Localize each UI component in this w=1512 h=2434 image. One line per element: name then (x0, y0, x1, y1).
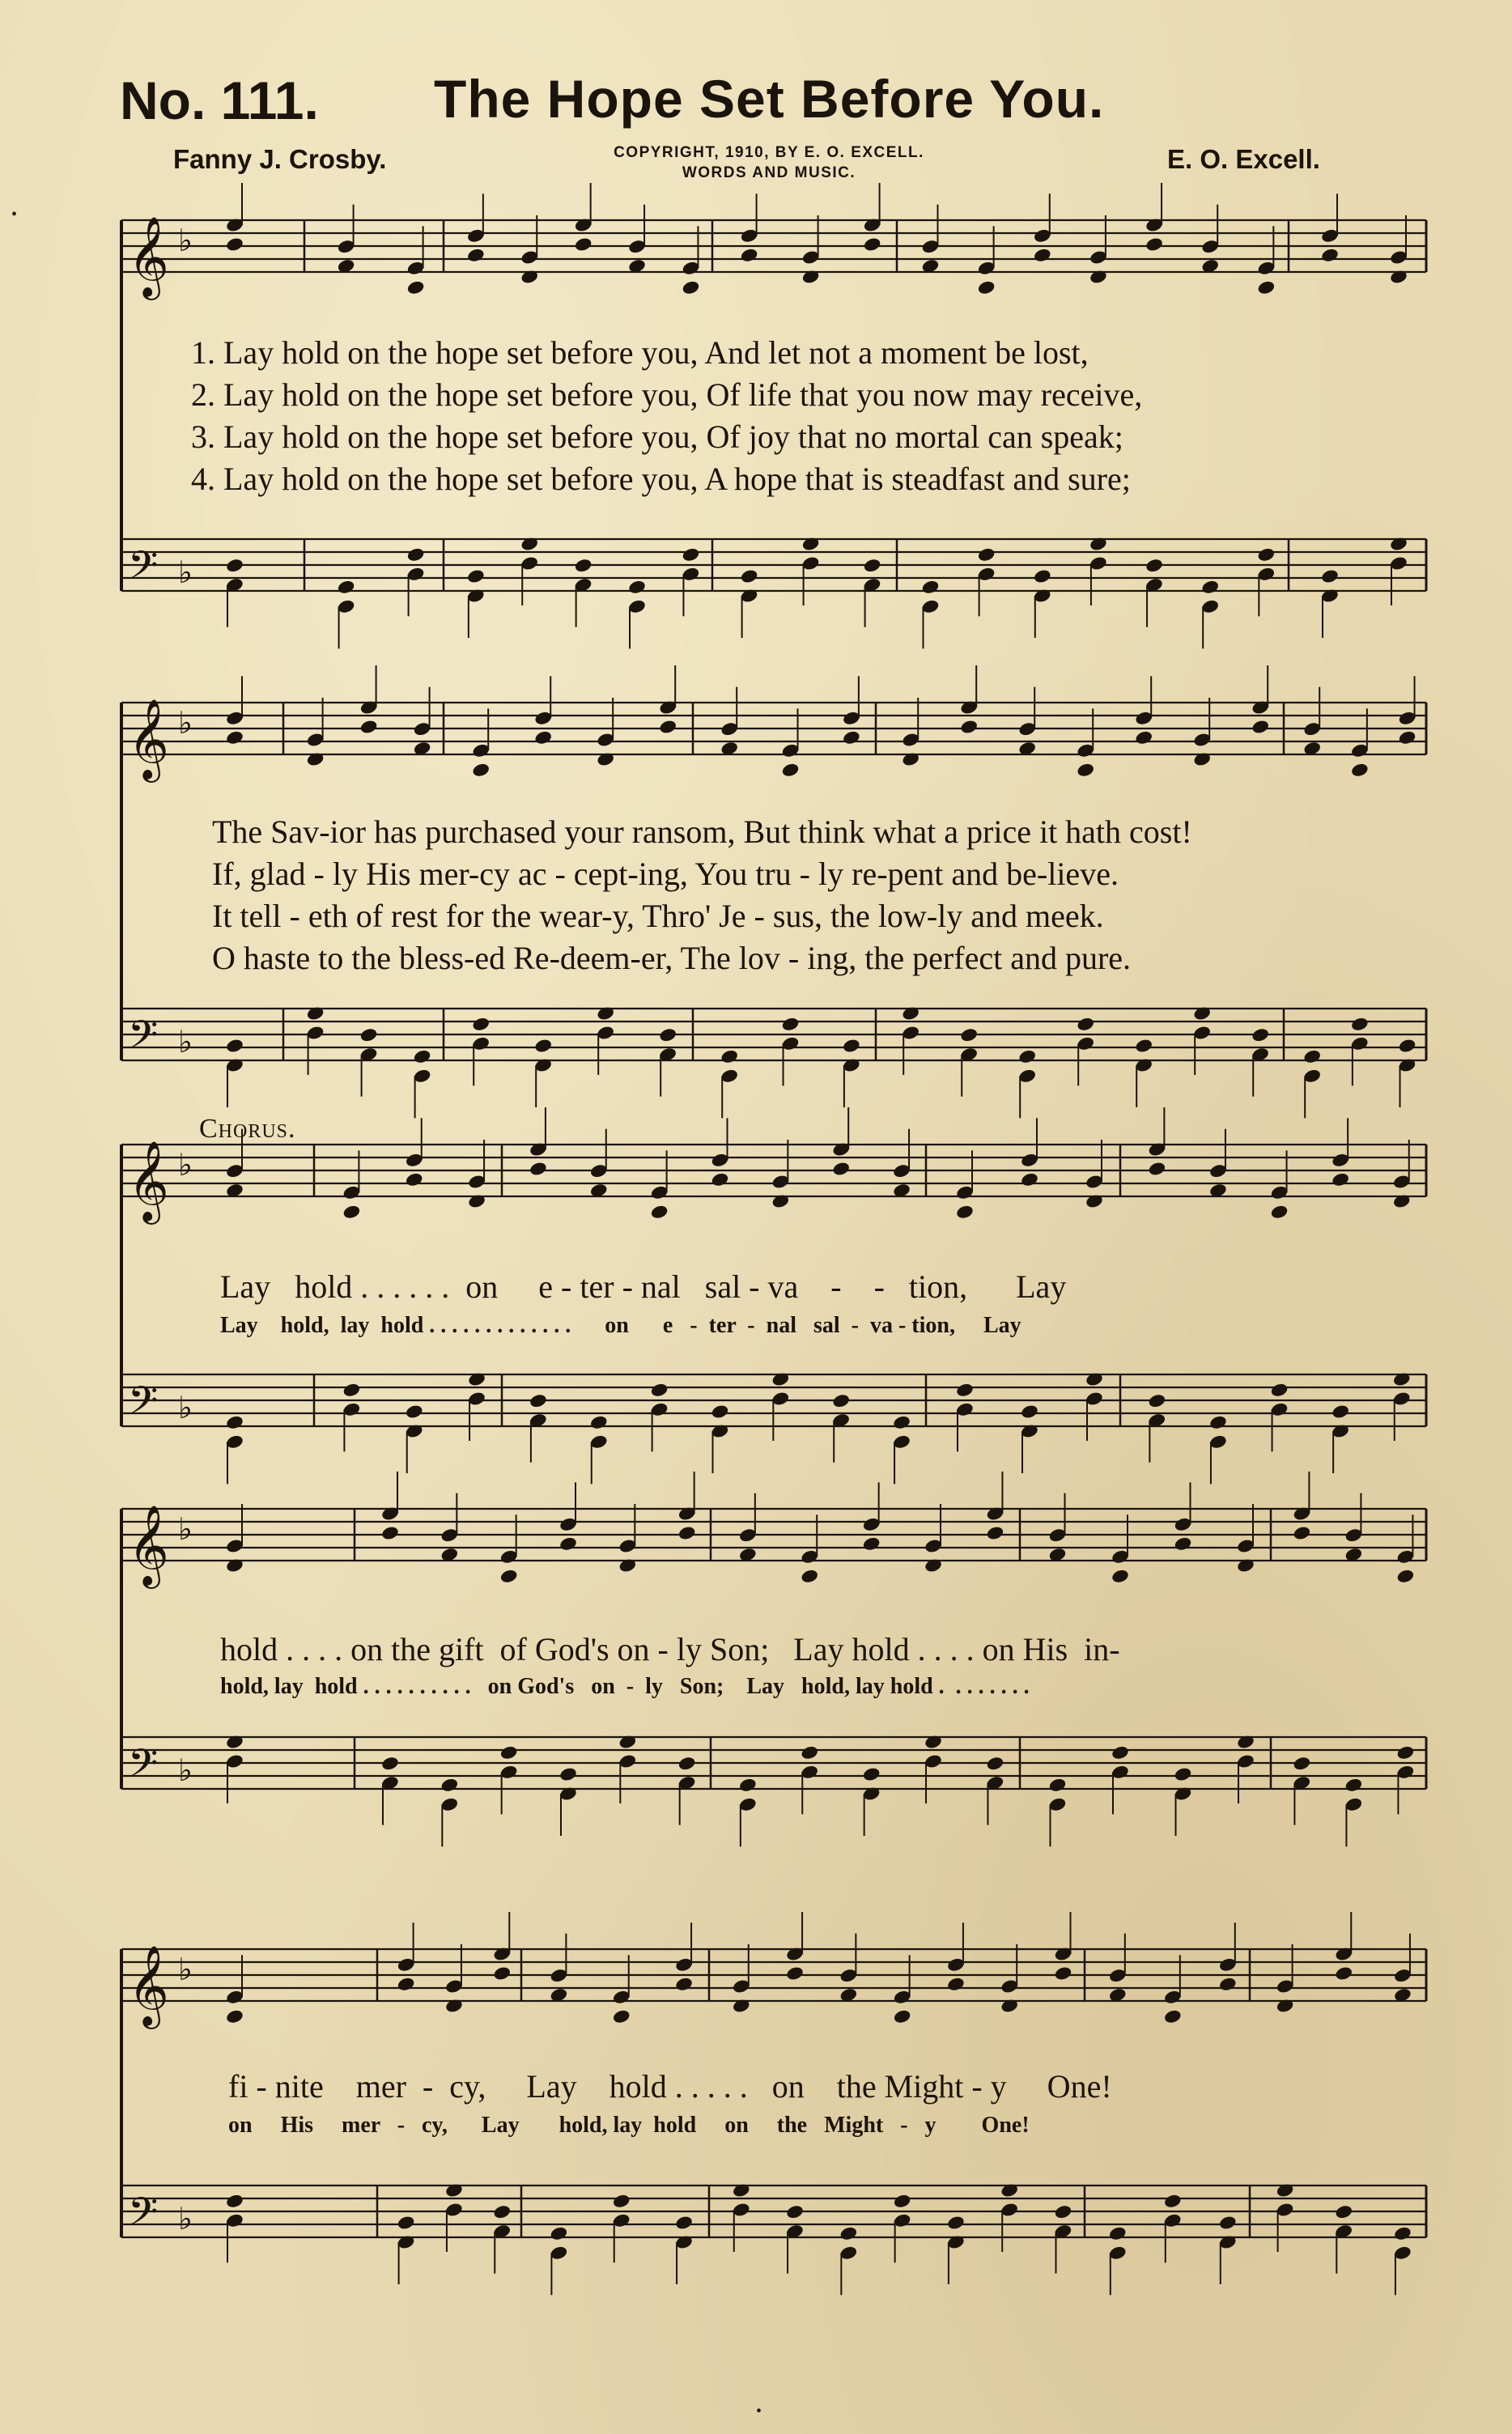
note-head (1334, 1965, 1353, 1982)
note-head (492, 1965, 512, 1982)
note-head (1320, 568, 1340, 584)
key-flat: ♭ (178, 1752, 193, 1788)
note-head (1163, 2193, 1183, 2209)
note-head (682, 279, 701, 295)
note-head (781, 1016, 801, 1032)
key-flat: ♭ (178, 554, 193, 590)
note-head (225, 1038, 244, 1054)
note-head (440, 1777, 460, 1793)
note-head (550, 2225, 569, 2241)
note-head (831, 1161, 851, 1177)
note-head (781, 762, 801, 778)
note-head (1174, 1766, 1193, 1782)
note-head (1396, 1568, 1416, 1584)
note-head (612, 2008, 631, 2024)
note-head (471, 762, 491, 778)
copyright-line-1: COPYRIGHT, 1910, BY E. O. EXCELL. (614, 144, 924, 161)
note-head (1350, 762, 1370, 778)
note-head (225, 2193, 244, 2209)
note-head (977, 546, 996, 563)
note-head (977, 279, 996, 295)
note-head (612, 2193, 631, 2209)
note-head (1350, 1016, 1370, 1032)
note-head (720, 1048, 739, 1064)
note-head (492, 2204, 512, 2220)
note-head (658, 1027, 677, 1043)
note-head (1208, 1414, 1228, 1430)
note-head (1017, 1048, 1037, 1064)
note-head (1111, 1568, 1130, 1584)
note-head (893, 2008, 912, 2024)
note-head (893, 2193, 912, 2209)
note-head (1054, 2204, 1073, 2220)
note-head (785, 2204, 805, 2220)
chorus-label-text: Chorus. (199, 1114, 296, 1144)
key-flat: ♭ (178, 1952, 193, 1987)
note-head (1200, 579, 1220, 595)
note-head (658, 719, 677, 735)
note-head (337, 579, 356, 595)
note-head (1218, 2215, 1238, 2231)
author-credit: Fanny J. Crosby. (173, 144, 387, 174)
note-head (342, 1382, 362, 1398)
note-head (1251, 719, 1270, 735)
note-head (1033, 247, 1052, 263)
note-head (1134, 1038, 1153, 1054)
note-head (1020, 1404, 1039, 1420)
treble-clef: 𝄞 (128, 1945, 169, 2026)
note-head (1174, 1536, 1193, 1552)
note-head (946, 1976, 966, 1992)
note-head (1393, 2225, 1412, 2241)
note-head (674, 2215, 694, 2231)
note-head (677, 1525, 697, 1541)
note-head (1257, 546, 1276, 563)
note-head (589, 1414, 609, 1430)
note-head (471, 1016, 491, 1032)
verse-4-line-b: O haste to the bless-ed Re-deem-er, The lov - ing, the perfect and pure. (212, 940, 1132, 976)
note-head (466, 247, 486, 263)
note-head (533, 729, 553, 745)
verse-2-line-b: If, glad - ly His mer-cy ac - cept-ing, You tru - ly re-pent and be-lieve. (212, 856, 1119, 892)
note-head (225, 236, 244, 253)
note-head (1111, 1744, 1130, 1761)
copyright-line-2: WORDS AND MUSIC. (682, 164, 856, 181)
note-head (986, 1756, 1005, 1772)
note-head (959, 719, 979, 735)
note-head (863, 558, 882, 574)
note-head (559, 1766, 578, 1782)
note-head (466, 568, 486, 584)
bass-clef: 𝄢 (128, 1378, 159, 1433)
note-head (225, 1414, 244, 1430)
treble-clef: 𝄞 (128, 216, 169, 297)
note-head (1076, 1016, 1095, 1032)
note-head (225, 2008, 244, 2024)
bass-clef: 𝄢 (128, 1740, 159, 1795)
key-flat: ♭ (178, 2201, 193, 2236)
note-head (1145, 558, 1164, 574)
note-head (955, 1382, 975, 1398)
verse-1-line-a: 1. Lay hold on the hope set before you, And let not a moment be lost, (191, 334, 1089, 371)
note-head (921, 579, 941, 595)
note-head (674, 1976, 694, 1992)
bass-clef: 𝄢 (128, 2189, 159, 2244)
note-head (1163, 2008, 1183, 2024)
note-head (1054, 1965, 1073, 1982)
note-head (529, 1393, 548, 1409)
note-head (946, 2215, 966, 2231)
note-head (650, 1382, 669, 1398)
note-head (711, 1171, 730, 1187)
note-head (1293, 1525, 1312, 1541)
note-head (842, 729, 861, 745)
note-head (831, 1393, 851, 1409)
bass-clef: 𝄢 (128, 1012, 159, 1067)
note-head (677, 1756, 697, 1772)
chorus-line-3: fi - nite mer - cy, Lay hold . . . . . on the Might - y One! (228, 2068, 1112, 2105)
chorus-line-1-response: Lay hold, lay hold . . . . . . . . . . . . . on e - ter - nal sal - va - tion, Lay (220, 1313, 1021, 1338)
note-head (397, 1976, 416, 1992)
note-head (397, 2215, 416, 2231)
treble-clef: 𝄞 (128, 699, 169, 779)
chorus-line-2: hold . . . . on the gift of God's on - ly Son; Lay hold . . . . on His in- (220, 1631, 1120, 1667)
note-head (413, 1048, 432, 1064)
key-flat: ♭ (178, 1390, 193, 1425)
key-flat: ♭ (178, 1024, 193, 1060)
note-head (1020, 1171, 1039, 1187)
bass-clef: 𝄢 (128, 542, 159, 597)
note-head (499, 1568, 519, 1584)
note-head (1108, 2225, 1128, 2241)
note-head (342, 1204, 362, 1220)
note-head (380, 1525, 400, 1541)
note-head (1148, 1161, 1167, 1177)
note-head (405, 1171, 424, 1187)
note-head (842, 1038, 861, 1054)
note-head (1134, 729, 1153, 745)
note-head (533, 1038, 553, 1054)
note-head (892, 1414, 911, 1430)
note-head (1334, 2204, 1353, 2220)
hymn-number: No. 111. (120, 70, 319, 130)
verse-3-line-b: It tell - eth of rest for the wear-y, Thro' Je - sus, the low-ly and meek. (212, 898, 1104, 934)
note-head (1398, 1038, 1417, 1054)
note-head (1218, 1976, 1238, 1992)
note-head (225, 558, 244, 574)
note-head (740, 247, 759, 263)
note-head (711, 1404, 730, 1420)
chorus-line-3-response: on His mer - cy, Lay hold, lay hold on the Might - y One! (228, 2113, 1030, 2138)
note-head (359, 1027, 379, 1043)
note-head (225, 729, 244, 745)
note-head (1148, 1393, 1167, 1409)
key-flat: ♭ (178, 705, 193, 741)
note-head (1033, 568, 1052, 584)
note-head (1076, 762, 1095, 778)
note-head (1048, 1777, 1068, 1793)
note-head (1331, 1404, 1350, 1420)
note-head (738, 1777, 758, 1793)
note-head (959, 1027, 979, 1043)
note-head (1293, 1756, 1312, 1772)
chorus-line-1: Lay hold . . . . . . on e - ter - nal sal - va - - tion, Lay (220, 1268, 1067, 1305)
note-head (863, 236, 882, 253)
note-head (574, 236, 593, 253)
note-head (740, 568, 759, 584)
key-flat: ♭ (178, 1511, 193, 1547)
note-head (1270, 1382, 1289, 1398)
note-head (405, 1404, 424, 1420)
note-head (955, 1204, 975, 1220)
note-head (650, 1204, 669, 1220)
note-head (559, 1536, 578, 1552)
note-head (862, 1536, 881, 1552)
note-head (627, 579, 647, 595)
note-head (800, 1568, 819, 1584)
note-head (862, 1766, 881, 1782)
note-head (406, 279, 426, 295)
treble-clef: 𝄞 (128, 1141, 169, 1221)
composer-credit: E. O. Excell. (1167, 144, 1320, 174)
note-head (1320, 247, 1340, 263)
key-flat: ♭ (178, 223, 193, 258)
treble-clef: 𝄞 (128, 1505, 169, 1586)
verse-4-line-a: 4. Lay hold on the hope set before you, A hope that is steadfast and sure; (191, 461, 1131, 497)
hymn-title: The Hope Set Before You. (434, 69, 1105, 129)
note-head (1398, 729, 1417, 745)
note-head (359, 719, 379, 735)
page-dot: • (756, 2402, 762, 2420)
chorus-label (199, 1114, 296, 1145)
verse-1-line-b: The Sav-ior has purchased your ransom, But think what a price it hath cost! (212, 813, 1192, 850)
note-head (839, 2225, 859, 2241)
verse-2-line-a: 2. Lay hold on the hope set before you, Of life that you now may receive, (191, 376, 1143, 413)
note-head (499, 1744, 519, 1761)
note-head (1344, 1777, 1364, 1793)
note-head (574, 558, 593, 574)
note-head (1331, 1171, 1350, 1187)
note-head (1396, 1744, 1416, 1761)
note-head (1302, 1048, 1322, 1064)
note-head (529, 1161, 548, 1177)
note-head (1270, 1204, 1289, 1220)
note-head (380, 1756, 400, 1772)
note-head (785, 1965, 805, 1982)
note-head (682, 546, 701, 563)
note-head (1251, 1027, 1270, 1043)
note-head (986, 1525, 1005, 1541)
chorus-line-2-response: hold, lay hold . . . . . . . . . . on God's on - ly Son; Lay hold, lay hold . . . . . . . . (220, 1674, 1030, 1699)
verse-3-line-a: 3. Lay hold on the hope set before you, Of joy that no mortal can speak; (191, 418, 1123, 455)
note-head (1145, 236, 1164, 253)
margin-dot: • (11, 206, 18, 223)
note-head (406, 546, 426, 563)
key-flat: ♭ (178, 1147, 193, 1183)
note-head (1257, 279, 1276, 295)
note-head (800, 1744, 819, 1761)
